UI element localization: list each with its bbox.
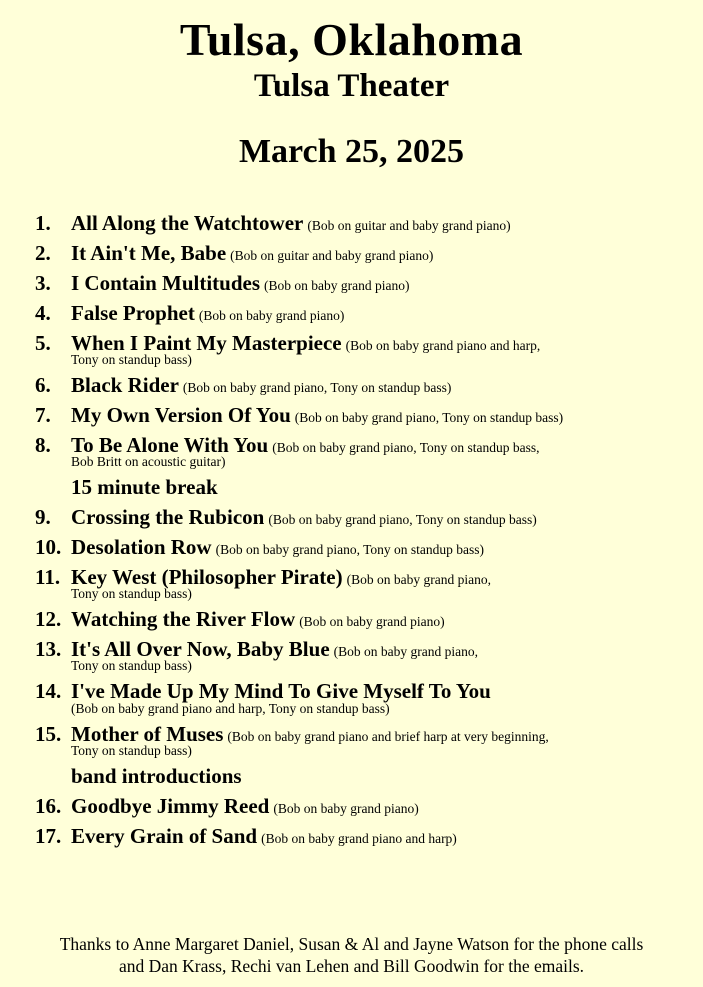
song-title: All Along the Watchtower [71, 211, 304, 235]
song-title: Key West (Philosopher Pirate) [71, 565, 343, 589]
song-note: (Bob on baby grand piano and harp, [345, 338, 541, 353]
song-number: 11. [35, 565, 61, 589]
song-title: When I Paint My Masterpiece [71, 331, 342, 355]
song-note: (Bob on baby grand piano, [346, 572, 491, 587]
song-note: (Bob on baby grand piano, Tony on standup bass) [182, 380, 452, 395]
thanks-line-2: and Dan Krass, Rechi van Lehen and Bill Goodwin for the emails. [118, 956, 585, 976]
break-label: band introductions [71, 764, 242, 788]
song-note: (Bob on baby grand piano, Tony on standup bass) [215, 542, 484, 557]
song-note: (Bob on baby grand piano and harp) [261, 831, 457, 846]
set-break [35, 474, 675, 500]
song-number: 5. [35, 331, 51, 355]
song-note: (Bob on baby grand piano) [299, 614, 445, 629]
song-number: 7. [35, 403, 51, 427]
song-item [35, 721, 675, 759]
song-item [35, 606, 675, 632]
song-note: (Bob on baby grand piano) [273, 801, 419, 816]
song-number: 16. [35, 794, 62, 818]
song-note: (Bob on guitar and baby grand piano) [307, 218, 511, 233]
song-item [35, 534, 675, 560]
song-note-continued: Tony on standup bass) [71, 658, 192, 673]
thanks-footer [0, 933, 703, 977]
song-item [35, 330, 675, 368]
song-note: (Bob on baby grand piano, Tony on standup bass) [268, 512, 537, 527]
song-number: 17. [35, 824, 62, 848]
song-item [35, 240, 675, 266]
concert-date: March 25, 2025 [238, 133, 465, 170]
song-item [35, 300, 675, 326]
thanks-line-1: Thanks to Anne Margaret Daniel, Susan & Al and Jayne Watson for the phone calls [59, 934, 644, 954]
song-number: 1. [35, 211, 51, 235]
song-note: (Bob on guitar and baby grand piano) [230, 248, 434, 263]
song-title: It Ain't Me, Babe [71, 241, 227, 265]
song-number: 10. [35, 535, 62, 559]
venue-title: Tulsa Theater [253, 68, 450, 104]
song-number: 4. [35, 301, 51, 325]
song-title: I've Made Up My Mind To Give Myself To You [71, 679, 491, 703]
song-title: I Contain Multitudes [71, 271, 261, 295]
song-title: My Own Version Of You [71, 403, 291, 427]
song-note-continued: Tony on standup bass) [71, 586, 192, 601]
song-title: It's All Over Now, Baby Blue [71, 637, 330, 661]
song-note: (Bob on baby grand piano) [198, 308, 345, 323]
song-note-continued: Bob Britt on acoustic guitar) [71, 454, 226, 469]
song-item [35, 432, 675, 470]
song-note: (Bob on baby grand piano, [333, 644, 479, 659]
song-number: 9. [35, 505, 51, 529]
song-title: Every Grain of Sand [71, 824, 258, 848]
song-number: 15. [35, 722, 62, 746]
song-title: To Be Alone With You [71, 433, 269, 457]
song-note-continued: (Bob on baby grand piano and harp, Tony on standup bass) [71, 701, 390, 716]
city-title: Tulsa, Oklahoma [179, 14, 524, 65]
song-number: 12. [35, 607, 62, 631]
song-title: Crossing the Rubicon [71, 505, 265, 529]
song-item [35, 372, 675, 398]
song-number: 8. [35, 433, 51, 457]
set-break [35, 763, 675, 789]
song-note: (Bob on baby grand piano) [264, 278, 410, 293]
song-item [35, 504, 675, 530]
song-title: False Prophet [71, 301, 195, 325]
song-number: 3. [35, 271, 51, 295]
song-note-continued: Tony on standup bass) [71, 743, 192, 758]
song-title: Desolation Row [71, 535, 212, 559]
song-item [35, 564, 675, 602]
setlist [35, 210, 675, 853]
song-number: 13. [35, 637, 62, 661]
song-note-continued: Tony on standup bass) [71, 352, 192, 367]
song-item [35, 636, 675, 674]
song-number: 2. [35, 241, 51, 265]
song-number: 14. [35, 679, 62, 703]
break-label: 15 minute break [71, 475, 218, 499]
song-item [35, 402, 675, 428]
song-note: (Bob on baby grand piano, Tony on standup bass) [294, 410, 564, 425]
song-note: (Bob on baby grand piano, Tony on standup bass, [272, 440, 540, 455]
song-note: (Bob on baby grand piano and brief harp at very beginning, [227, 729, 549, 744]
page-header [0, 0, 703, 172]
song-title: Watching the River Flow [71, 607, 296, 631]
song-title: Mother of Muses [71, 722, 224, 746]
song-title: Black Rider [71, 373, 179, 397]
song-item [35, 793, 675, 819]
song-item [35, 678, 675, 717]
song-item [35, 270, 675, 296]
song-title: Goodbye Jimmy Reed [71, 794, 270, 818]
song-item [35, 210, 675, 236]
song-number: 6. [35, 373, 51, 397]
song-item [35, 823, 675, 849]
